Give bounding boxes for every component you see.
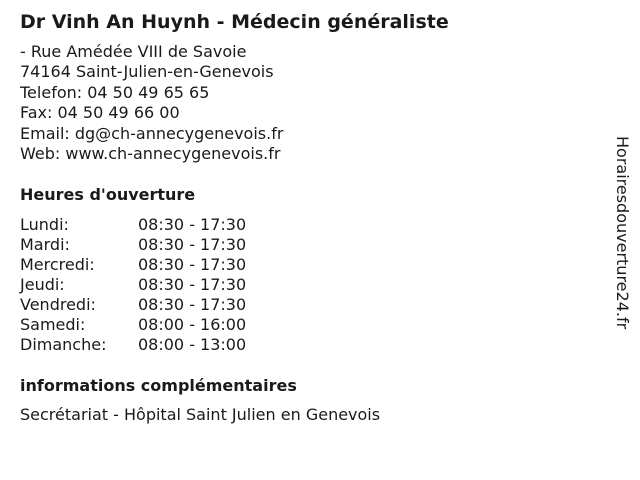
web-line: Web: www.ch-annecygenevois.fr (20, 144, 281, 164)
hours-row (20, 315, 600, 335)
hours-time: 08:30 - 17:30 (138, 255, 247, 275)
hours-time: 08:00 - 13:00 (138, 335, 247, 355)
hours-time: 08:30 - 17:30 (138, 275, 247, 295)
info-text: Secrétariat - Hôpital Saint Julien en Genevois (20, 405, 381, 425)
hours-day: Lundi: (20, 215, 69, 235)
hours-day: Vendredi: (20, 295, 96, 315)
hours-time: 08:30 - 17:30 (138, 215, 247, 235)
contact-block (20, 42, 600, 164)
address-street: - Rue Amédée VIII de Savoie (20, 42, 247, 61)
hours-day: Jeudi: (20, 275, 65, 295)
hours-heading: Heures d'ouverture (20, 185, 196, 205)
hours-time: 08:00 - 16:00 (138, 315, 247, 335)
doctor-card (20, 8, 600, 425)
hours-row (20, 275, 600, 295)
fax-line: Fax: 04 50 49 66 00 (20, 103, 180, 123)
hours-row (20, 235, 600, 255)
info-heading: informations complémentaires (20, 376, 297, 396)
phone-line: Telefon: 04 50 49 65 65 (20, 82, 210, 102)
hours-row (20, 335, 600, 355)
hours-day: Mardi: (20, 235, 70, 255)
hours-time: 08:30 - 17:30 (138, 295, 247, 315)
hours-table (20, 215, 600, 355)
hours-day: Dimanche: (20, 335, 107, 355)
address-city: 74164 Saint-Julien-en-Genevois (20, 62, 274, 82)
hours-day: Samedi: (20, 315, 86, 335)
hours-row (20, 295, 600, 315)
email-line: Email: dg@ch-annecygenevois.fr (20, 123, 284, 143)
hours-day: Mercredi: (20, 255, 95, 275)
page-title: Dr Vinh An Huynh - Médecin généraliste (20, 11, 449, 33)
hours-row (20, 255, 600, 275)
site-watermark: Horairesdouverture24.fr (613, 136, 632, 330)
hours-time: 08:30 - 17:30 (138, 235, 247, 255)
hours-row (20, 215, 600, 235)
